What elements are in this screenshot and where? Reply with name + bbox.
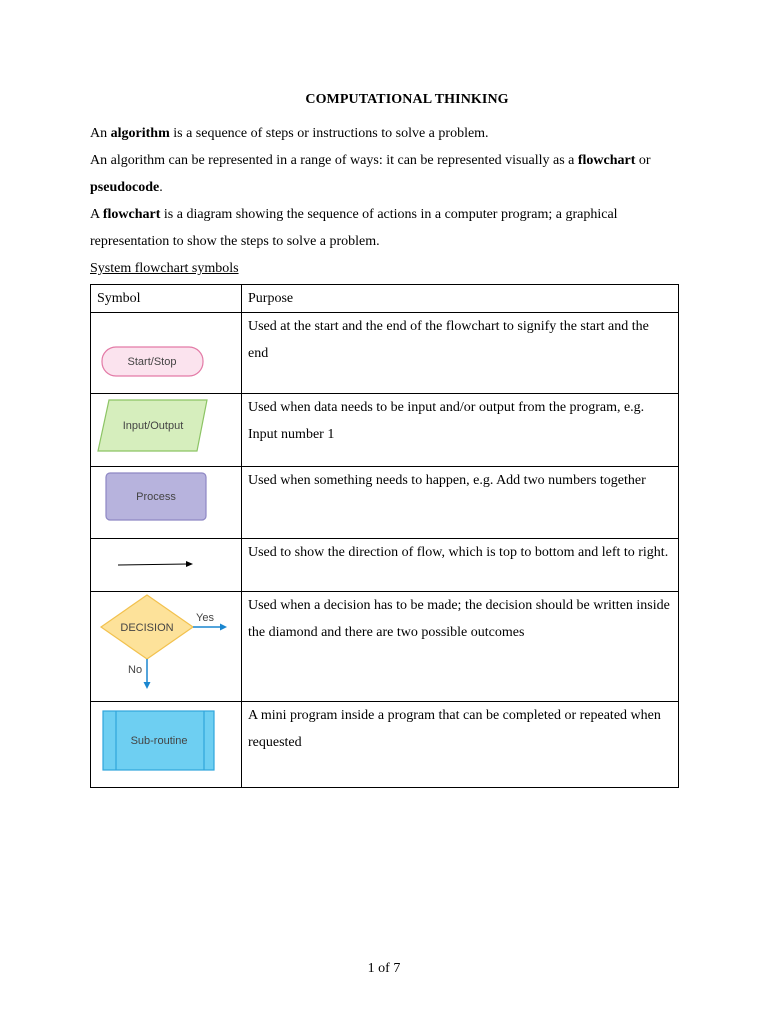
table-row — [91, 539, 679, 592]
process-label: Process — [136, 491, 176, 503]
input-output-label: Input/Output — [122, 420, 184, 432]
table-row — [91, 467, 679, 539]
yes-arrow-head-icon — [220, 624, 227, 631]
table-row — [91, 592, 679, 702]
page-number: 1 of 7 — [367, 961, 401, 976]
yes-label: Yes — [196, 612, 214, 624]
no-label: No — [128, 664, 143, 676]
paragraph-algorithm — [90, 120, 690, 147]
symbol-cell — [91, 394, 242, 467]
purpose-cell: Used when something needs to happen, e.g. Add two numbers together — [242, 467, 679, 539]
symbol-cell — [91, 702, 242, 788]
flow-arrow-symbol — [91, 539, 241, 591]
header-purpose: Purpose — [242, 285, 679, 313]
purpose-cell: Used to show the direction of flow, which is top to bottom and left to right. — [242, 539, 679, 592]
page-title: COMPUTATIONAL THINKING — [305, 92, 509, 107]
symbol-cell — [91, 592, 242, 702]
arrow-line — [118, 564, 188, 565]
text: A — [90, 207, 103, 222]
table-caption: System flowchart symbols — [90, 261, 239, 276]
decision-symbol — [91, 592, 241, 700]
symbol-cell — [91, 313, 242, 394]
symbol-cell — [91, 539, 242, 592]
text: An algorithm can be represented in a range of ways: it can be represented visually as a — [90, 153, 578, 168]
purpose-cell: Used when data needs to be input and/or output from the program, e.g. Input number 1 — [242, 394, 679, 467]
term-pseudocode: pseudocode — [90, 180, 160, 195]
table-row — [91, 313, 679, 394]
flowchart-symbols-table — [90, 284, 679, 788]
text: . — [159, 180, 163, 195]
text: or — [635, 153, 651, 168]
paragraph-representation — [90, 147, 690, 201]
table-header-row — [91, 285, 679, 313]
purpose-cell: Used when a decision has to be made; the decision should be written inside the diamond and there are two possible outcomes — [242, 592, 679, 702]
subroutine-label: Sub-routine — [130, 735, 188, 747]
no-arrow-head-icon — [144, 682, 151, 689]
term-algorithm: algorithm — [110, 126, 170, 141]
start-stop-symbol — [91, 313, 241, 393]
text: is a diagram showing the sequence of actions in a computer program; a graphical representation to show the steps to solve a problem. — [90, 207, 618, 249]
term-flowchart: flowchart — [102, 207, 161, 222]
purpose-cell: A mini program inside a program that can be completed or repeated when requested — [242, 702, 679, 788]
symbol-cell — [91, 467, 242, 539]
term-flowchart: flowchart — [577, 153, 636, 168]
purpose-cell: Used at the start and the end of the flowchart to signify the start and the end — [242, 313, 679, 394]
arrow-head-icon — [186, 561, 193, 567]
paragraph-flowchart-definition — [90, 201, 690, 255]
input-output-symbol — [91, 394, 241, 466]
start-stop-label: Start/Stop — [127, 356, 177, 368]
table-row — [91, 394, 679, 467]
subroutine-symbol — [91, 702, 241, 786]
table-row — [91, 702, 679, 788]
text: is a sequence of steps or instructions to solve a problem. — [169, 126, 489, 141]
header-symbol: Symbol — [91, 285, 242, 313]
process-symbol — [91, 467, 241, 537]
decision-label: DECISION — [120, 622, 174, 634]
text: An — [90, 126, 111, 141]
